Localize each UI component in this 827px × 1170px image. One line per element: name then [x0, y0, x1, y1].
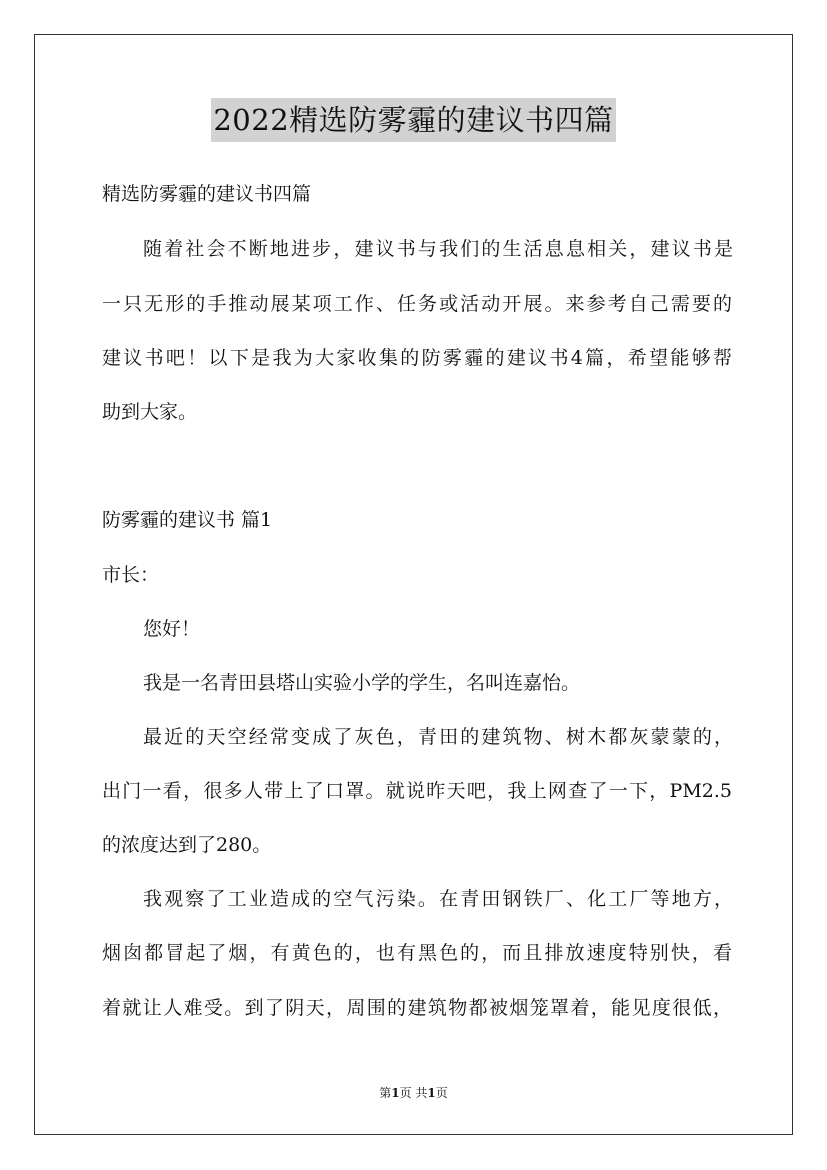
- footer-page-total: 1: [427, 1086, 436, 1100]
- footer-mid: 页 共: [399, 1086, 428, 1100]
- page-footer: [0, 1085, 827, 1101]
- footer-prefix: 第: [379, 1086, 392, 1100]
- paragraph-2-line-3: 的浓度达到了280。: [102, 834, 272, 856]
- intro-line-1: 随着社会不断地进步，建议书与我们的生活息息相关，建议书是: [143, 238, 733, 260]
- paragraph-3-line-3: 着就让人难受。到了阴天，周围的建筑物都被烟笼罩着，能见度很低，: [102, 997, 732, 1019]
- title-container: [0, 98, 827, 142]
- document-subtitle: 精选防雾霾的建议书四篇: [102, 183, 312, 205]
- paragraph-2-line-1: 最近的天空经常变成了灰色，青田的建筑物、树木都灰蒙蒙的，: [143, 726, 733, 748]
- paragraph-2-line-2: 出门一看，很多人带上了口罩。就说昨天吧，我上网查了一下，PM2.5: [102, 780, 732, 802]
- salutation: 市长：: [102, 564, 160, 586]
- paragraph-3-line-1: 我观察了工业造成的空气污染。在青田钢铁厂、化工厂等地方，: [143, 888, 733, 910]
- document-title: 2022精选防雾霾的建议书四篇: [211, 98, 615, 142]
- intro-line-4: 助到大家。: [102, 401, 198, 423]
- section-heading: 防雾霾的建议书 篇1: [102, 509, 273, 531]
- paragraph-1: 我是一名青田县塔山实验小学的学生，名叫连嘉怡。: [143, 672, 581, 694]
- intro-line-3: 建议书吧！以下是我为大家收集的防雾霾的建议书4篇，希望能够帮: [102, 347, 732, 369]
- footer-suffix: 页: [435, 1086, 448, 1100]
- footer-page-number: 1: [391, 1086, 400, 1100]
- intro-line-2: 一只无形的手推动展某项工作、任务或活动开展。来参考自己需要的: [102, 293, 732, 315]
- greeting: 您好！: [143, 618, 201, 640]
- paragraph-3-line-2: 烟囱都冒起了烟，有黄色的，也有黑色的，而且排放速度特别快，看: [102, 942, 732, 964]
